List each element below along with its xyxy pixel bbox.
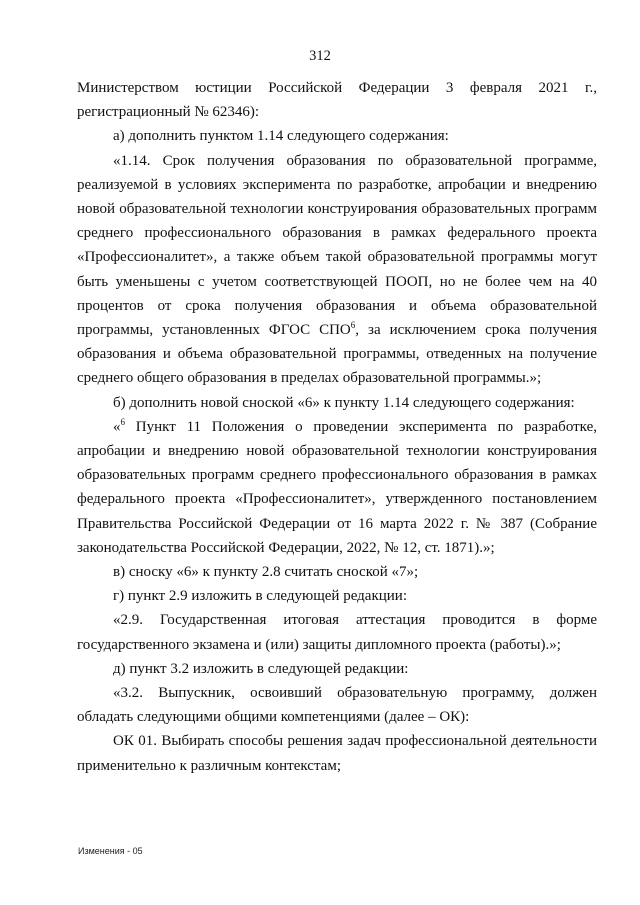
paragraph-footnote-6	[77, 415, 597, 560]
clause-1-14-text-start: «1.14. Срок получения образования по образовательной программе, реализуемой в условиях эксперимента по разработке, апробации и внедрению новой образовательной технологии конструирования образовательных программ среднего профессионального образования в рамках федерального проекта «Профессионалитет», а также объем такой образовательной программы могут быть уменьшены с учетом соответствующей ПООП, но не более чем на 40 процентов от срока получения образования и объема образовательной программы, установленных ФГОС СПО	[77, 152, 597, 339]
page-number: 312	[309, 48, 331, 64]
paragraph-item-d: д) пункт 3.2 изложить в следующей редакции:	[113, 660, 409, 677]
paragraph-item-g: г) пункт 2.9 изложить в следующей редакции:	[113, 588, 407, 605]
paragraph-ministry-registration: Министерством юстиции Российской Федерации 3 февраля 2021 г., регистрационный № 62346):	[77, 80, 597, 121]
clause-1-14-text-end: , за исключением срока получения образования и объема образовательной программы, отведенных на получение среднего общего образования в пределах образовательной программы.»;	[77, 322, 597, 387]
footnote-6-marker: 6	[120, 416, 125, 427]
paragraph-clause-2-9: «2.9. Государственная итоговая аттестация проводится в форме государственного экзамена и (или) защиты дипломного проекта (работы).»;	[77, 612, 597, 653]
paragraph-ok-01: ОК 01. Выбирать способы решения задач профессиональной деятельности применительно к различным контекстам;	[77, 733, 597, 774]
paragraph-item-v: в) сноску «6» к пункту 2.8 считать сноской «7»;	[113, 564, 419, 581]
paragraph-clause-1-14	[77, 149, 597, 391]
paragraph-item-a: а) дополнить пунктом 1.14 следующего содержания:	[113, 128, 449, 145]
document-body	[77, 76, 597, 778]
footnote-6-quote: «	[113, 418, 121, 435]
footnote-ref-6: 6	[350, 320, 356, 331]
footnote-6-text: Пункт 11 Положения о проведении эксперимента по разработке, апробации и внедрению новой образовательной технологии конструирования образовательных программ среднего профессионального образования в рамках федерального проекта «Профессионалитет», утвержденного постановлением Правительства Российской Федерации от 16 марта 2022 г. № 387 (Собрание законодательства Российской Федерации, 2022, № 12, ст. 1871).»;	[77, 418, 597, 556]
paragraph-item-b: б) дополнить новой сноской «6» к пункту 1.14 следующего содержания:	[113, 394, 575, 411]
paragraph-clause-3-2: «3.2. Выпускник, освоивший образовательную программу, должен обладать следующими общими компетенциями (далее – ОК):	[77, 685, 597, 726]
footer-revision-note: Изменения - 05	[78, 846, 143, 856]
